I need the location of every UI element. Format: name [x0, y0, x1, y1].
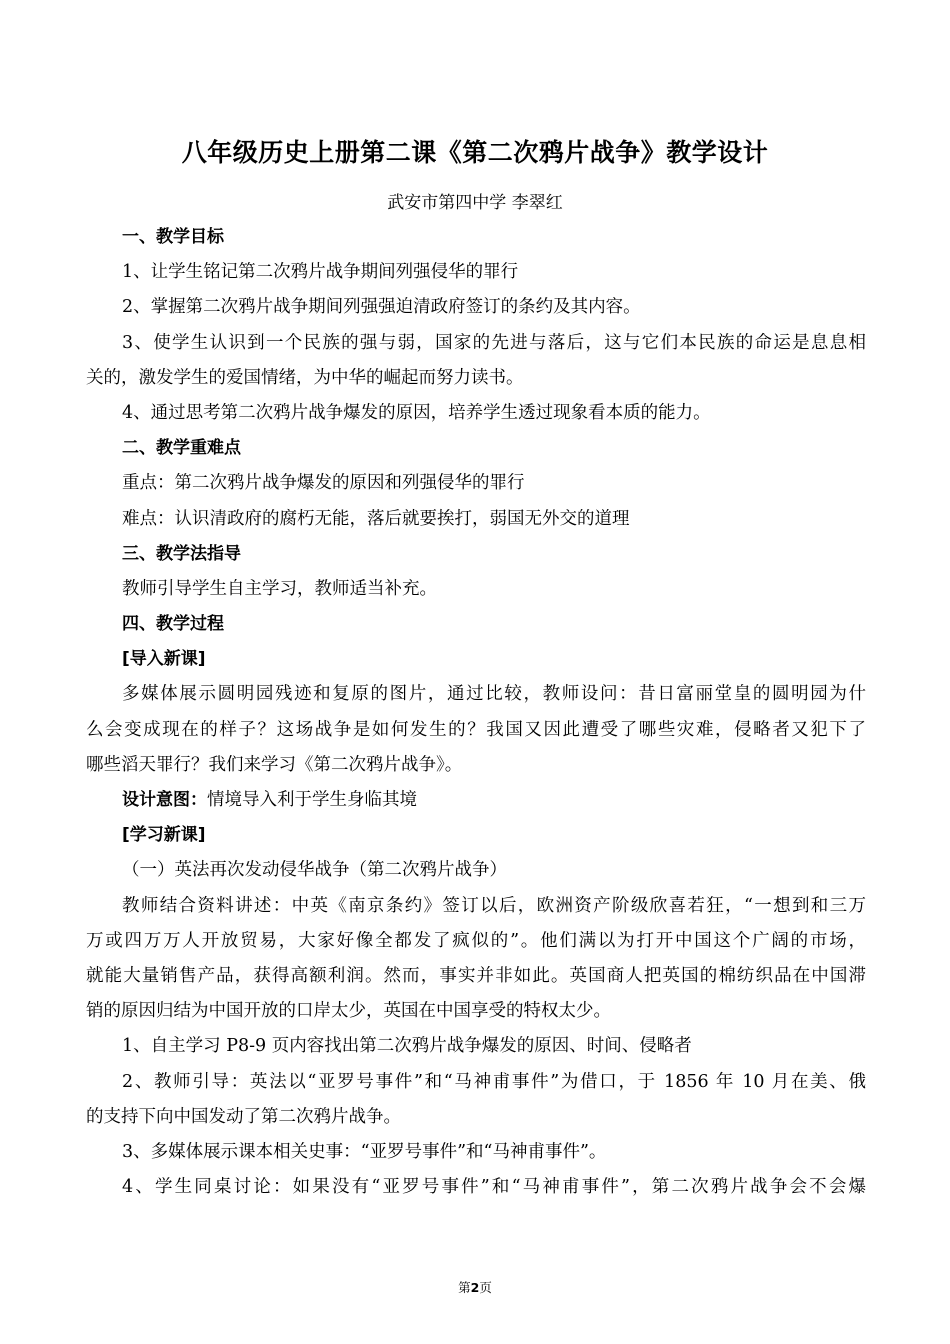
goal-item-3-line-2: 关的，激发学生的爱国情绪，为中华的崛起而努力读书。 [86, 367, 524, 388]
section-heading-goals: 一、教学目标 [122, 227, 224, 247]
difficult-point: 难点：认识清政府的腐朽无能，落后就要挨打，弱国无外交的道理 [122, 508, 630, 529]
goal-item-4: 4、通过思考第二次鸦片战争爆发的原因，培养学生透过现象看本质的能力。 [122, 402, 711, 423]
narration-line-4: 销的原因归结为中国开放的口岸太少，英国在中国享受的特权太少。 [86, 1001, 611, 1022]
goal-item-2: 2、掌握第二次鸦片战争期间列强强迫清政府签订的条约及其内容。 [122, 297, 641, 318]
sub-section-1: （一）英法再次发动侵华战争（第二次鸦片战争） [122, 860, 507, 881]
footer-prefix: 第 [458, 1280, 471, 1295]
section-heading-process: 四、教学过程 [122, 614, 224, 635]
subheading-study: [学习新课] [122, 825, 206, 846]
document-body [86, 220, 866, 1205]
section-heading-key-points: 二、教学重难点 [122, 438, 241, 459]
page-number: 2 [470, 1280, 480, 1295]
step-3: 3、多媒体展示课本相关史事：“亚罗号事件”和“马神甫事件”。 [122, 1141, 607, 1162]
intro-line-3: 哪些滔天罪行？我们来学习《第二次鸦片战争》。 [86, 754, 463, 775]
step-1: 1、自主学习 P8-9 页内容找出第二次鸦片战争爆发的原因、时间、侵略者 [122, 1036, 692, 1057]
step-4-line-1: 4、学生同桌讨论：如果没有“亚罗号事件”和“马神甫事件”，第二次鸦片战争会不会爆 [122, 1177, 866, 1198]
step-2-line-1: 2、教师引导：英法以“亚罗号事件”和“马神甫事件”为借口，于 1856 年 10 月在美、俄 [122, 1071, 866, 1092]
design-intent-label: 设计意图： [122, 790, 207, 810]
subheading-intro: [导入新课] [122, 649, 206, 670]
author-line: 武安市第四中学 李翠红 [387, 193, 563, 213]
method-text: 教师引导学生自主学习，教师适当补充。 [122, 578, 437, 599]
document-title: 八年级历史上册第二课《第二次鸦片战争》教学设计 [181, 138, 769, 167]
narration-line-2: 万或四万万人开放贸易，大家好像全都发了疯似的”。他们满以为打开中国这个广阔的市场， [86, 930, 866, 951]
narration-line-1: 教师结合资料讲述：中英《南京条约》签订以后，欧洲资产阶级欣喜若狂，“一想到和三万 [122, 895, 866, 916]
intro-line-2: 么会变成现在的样子？这场战争是如何发生的？我国又因此遭受了哪些灾难，侵略者又犯下了 [86, 719, 866, 740]
step-2-line-2: 的支持下向中国发动了第二次鸦片战争。 [86, 1106, 401, 1127]
page-footer [0, 1278, 950, 1296]
section-heading-method: 三、教学法指导 [122, 543, 241, 564]
goal-item-1: 1、让学生铭记第二次鸦片战争期间列强侵华的罪行 [122, 262, 519, 283]
design-intent-text: 情境导入利于学生身临其境 [207, 790, 417, 810]
goal-item-3-line-1: 3、使学生认识到一个民族的强与弱，国家的先进与落后，这与它们本民族的命运是息息相 [122, 332, 866, 353]
narration-line-3: 就能大量销售产品，获得高额利润。然而，事实并非如此。英国商人把英国的棉纺织品在中国滞 [86, 965, 866, 986]
design-intent [86, 783, 866, 818]
intro-line-1: 多媒体展示圆明园残迹和复原的图片，通过比较，教师设问：昔日富丽堂皇的圆明园为什 [122, 684, 866, 705]
key-point: 重点：第二次鸦片战争爆发的原因和列强侵华的罪行 [122, 473, 525, 494]
footer-suffix: 页 [479, 1280, 492, 1295]
